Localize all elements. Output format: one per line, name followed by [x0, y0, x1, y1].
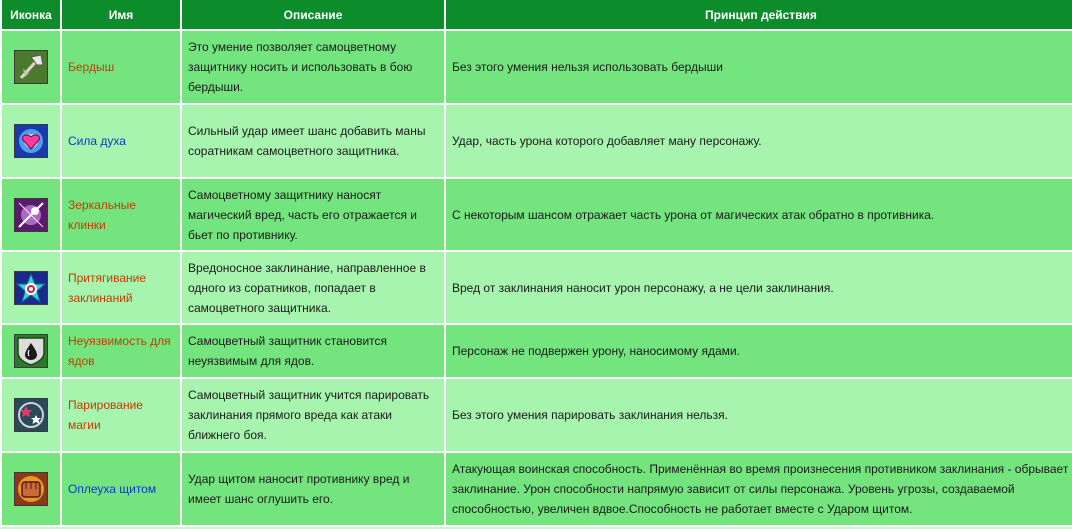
skill-name: Зеркальные клинки [62, 179, 180, 250]
header-principle: Принцип действия [446, 0, 1072, 29]
skill-description: Сильный удар имеет шанс добавить маны соратникам самоцветного защитника. [182, 105, 444, 177]
icon-cell [2, 105, 60, 177]
skill-principle: Без этого умения парировать заклинания нельзя. [446, 379, 1072, 451]
poison-drop-icon [14, 334, 48, 368]
icon-cell [2, 379, 60, 451]
table-row [2, 453, 1072, 525]
header-name: Имя [62, 0, 180, 29]
parry-stars-icon [14, 398, 48, 432]
skill-description: Удар щитом наносит противнику вред и имеет шанс оглушить его. [182, 453, 444, 525]
shield-fist-icon [14, 472, 48, 506]
skill-principle: Вред от заклинания наносит урон персонажу, а не цели заклинания. [446, 252, 1072, 323]
table-row [2, 179, 1072, 250]
icon-cell [2, 31, 60, 103]
star-target-icon [14, 271, 48, 305]
axe-icon [14, 50, 48, 84]
skill-name: Бердыш [62, 31, 180, 103]
icon-cell [2, 252, 60, 323]
skill-description: Вредоносное заклинание, направленное в одного из соратников, попадает в самоцветного защитника. [182, 252, 444, 323]
table-row [2, 325, 1072, 377]
skill-name: Неуязвимость для ядов [62, 325, 180, 377]
mirror-blades-icon [14, 198, 48, 232]
skill-name: Сила духа [62, 105, 180, 177]
skill-principle: Без этого умения нельзя использовать бердыши [446, 31, 1072, 103]
skill-principle: Атакующая воинская способность. Применённая во время произнесения противником заклинания - обрывает заклинание. Урон способности напрямую зависит от силы персонажа. Уровень угрозы, создаваемой способностью, увеличен вдвое.Способность не работает вместе с Ударом щитом. [446, 453, 1072, 525]
table-row [2, 31, 1072, 103]
skill-principle: Персонаж не подвержен урону, наносимому ядами. [446, 325, 1072, 377]
header-description: Описание [182, 0, 444, 29]
icon-cell [2, 179, 60, 250]
skill-principle: Удар, часть урона которого добавляет ману персонажу. [446, 105, 1072, 177]
table-row [2, 379, 1072, 451]
skill-description: Самоцветному защитнику наносят магический вред, часть его отражается и бьет по противнику. [182, 179, 444, 250]
table-row [2, 252, 1072, 323]
skill-principle: С некоторым шансом отражает часть урона от магических атак обратно в противника. [446, 179, 1072, 250]
icon-cell [2, 325, 60, 377]
skill-name: Парирование магии [62, 379, 180, 451]
skill-description: Самоцветный защитник учится парировать заклинания прямого вреда как атаки ближнего боя. [182, 379, 444, 451]
skill-description: Это умение позволяет самоцветному защитнику носить и использовать в бою бердыши. [182, 31, 444, 103]
icon-cell [2, 453, 60, 525]
table-header-row [2, 0, 1072, 29]
skill-description: Самоцветный защитник становится неуязвимым для ядов. [182, 325, 444, 377]
header-icon: Иконка [2, 0, 60, 29]
skill-name: Притягивание заклинаний [62, 252, 180, 323]
table-row [2, 105, 1072, 177]
heart-icon [14, 124, 48, 158]
skill-name: Оплеуха щитом [62, 453, 180, 525]
